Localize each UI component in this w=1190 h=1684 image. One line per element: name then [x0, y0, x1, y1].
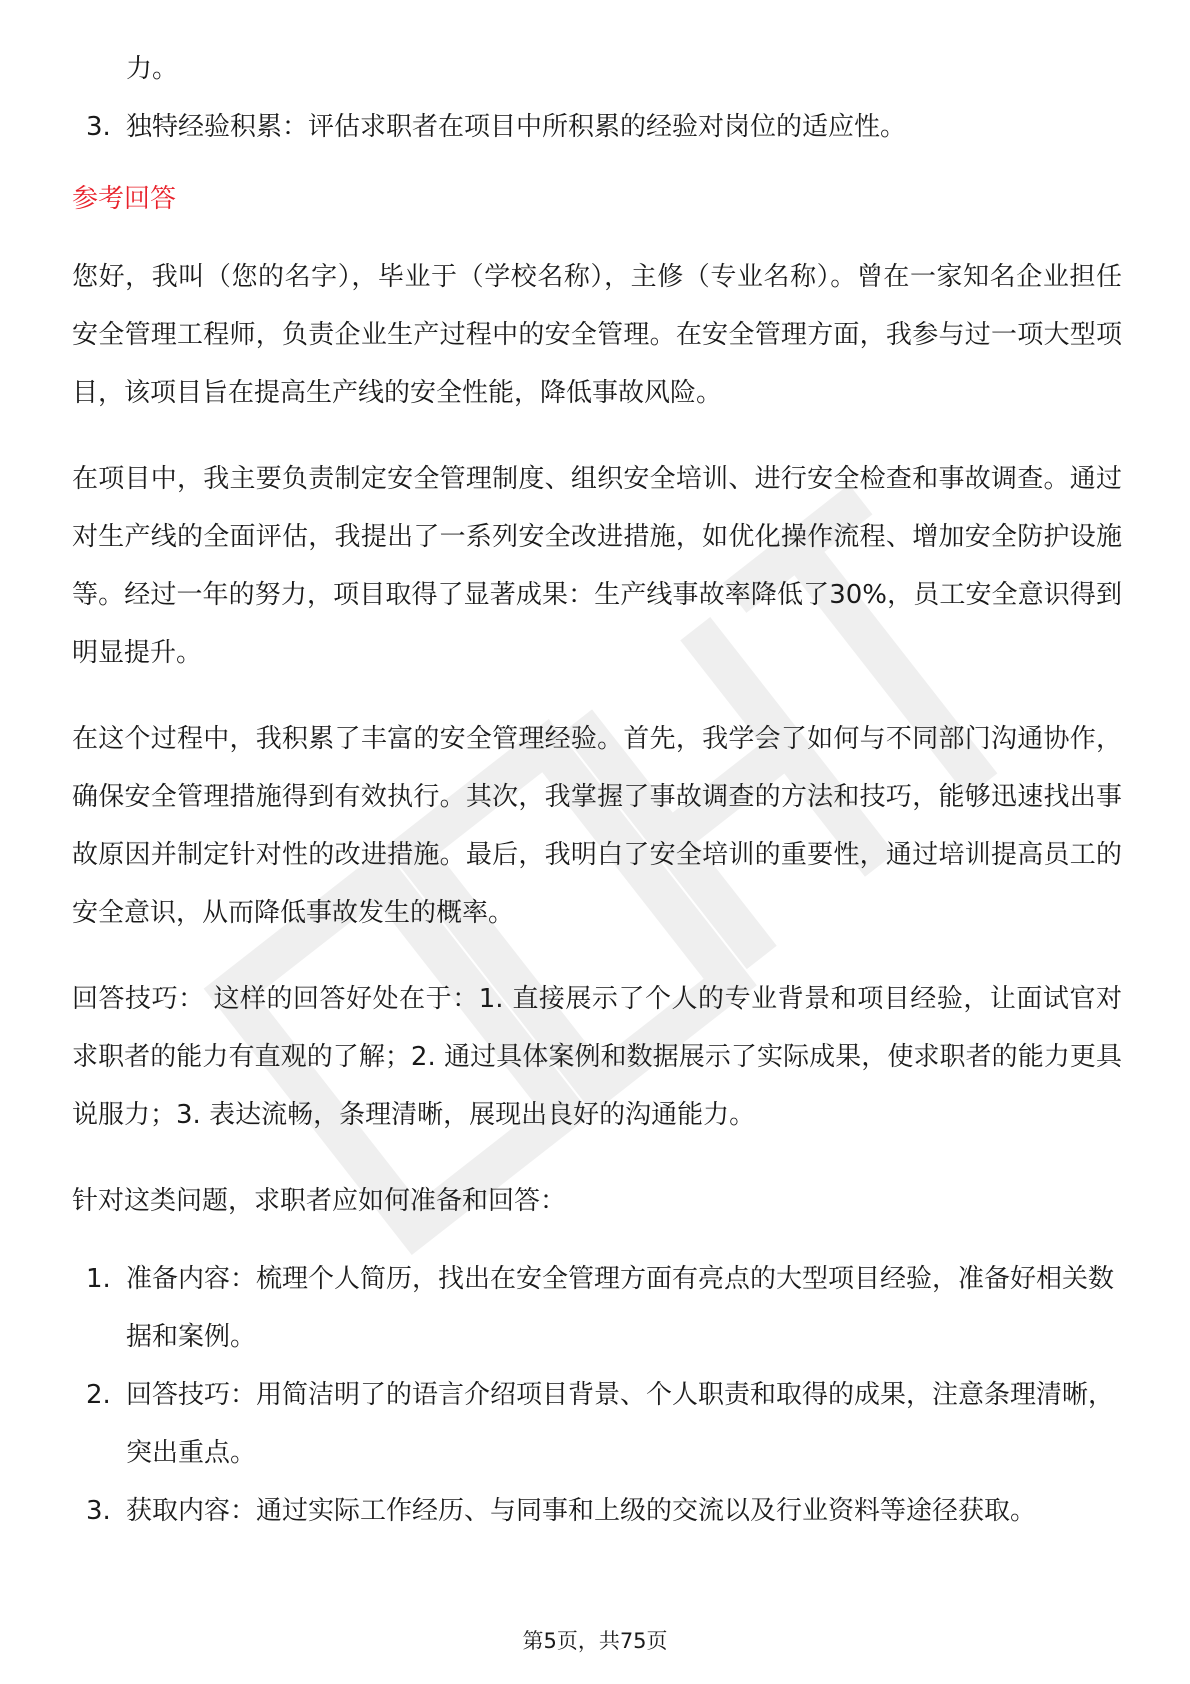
criteria-list — [72, 98, 1122, 156]
list-text: 回答技巧：用简洁明了的语言介绍项目背景、个人职责和取得的成果，注意条理清晰，突出重点。 — [126, 1380, 1115, 1468]
list-text: 独特经验积累：评估求职者在项目中所积累的经验对岗位的适应性。 — [126, 112, 907, 142]
continued-text: 力。 — [126, 54, 179, 84]
list-text: 准备内容：梳理个人简历，找出在安全管理方面有亮点的大型项目经验，准备好相关数据和案例。 — [126, 1264, 1115, 1352]
list-text: 获取内容：通过实际工作经历、与同事和上级的交流以及行业资料等途径获取。 — [126, 1496, 1037, 1526]
page-footer: 第5页，共75页 — [522, 1629, 668, 1653]
answer-paragraph-3: 在这个过程中，我积累了丰富的安全管理经验。首先，我学会了如何与不同部门沟通协作，确保安全管理措施得到有效执行。其次，我掌握了事故调查的方法和技巧，能够迅速找出事故原因并制定针对性的改进措施。最后，我明白了安全培训的重要性，通过培训提高员工的安全意识，从而降低事故发生的概率。 — [72, 724, 1122, 928]
page-content — [72, 40, 1122, 1540]
list-item — [72, 1482, 1122, 1540]
answer-paragraph-2: 在项目中，我主要负责制定安全管理制度、组织安全培训、进行安全检查和事故调查。通过对生产线的全面评估，我提出了一系列安全改进措施，如优化操作流程、增加安全防护设施等。经过一年的努力，项目取得了显著成果：生产线事故率降低了30%，员工安全意识得到明显提升。 — [72, 464, 1122, 668]
prep-list — [72, 1250, 1122, 1540]
list-number: 2. — [86, 1380, 111, 1410]
answer-paragraph-1: 您好，我叫（您的名字），毕业于（学校名称），主修（专业名称）。曾在一家知名企业担任安全管理工程师，负责企业生产过程中的安全管理。在安全管理方面，我参与过一项大型项目，该项目旨在提高生产线的安全性能，降低事故风险。 — [72, 262, 1122, 408]
list-item — [72, 1366, 1122, 1482]
list-item — [72, 98, 1122, 156]
list-number: 1. — [86, 1264, 111, 1294]
answer-tips-paragraph: 回答技巧： 这样的回答好处在于：1. 直接展示了个人的专业背景和项目经验，让面试官对求职者的能力有直观的了解；2. 通过具体案例和数据展示了实际成果，使求职者的能力更具说服力；3. 表达流畅，条理清晰，展现出良好的沟通能力。 — [72, 984, 1122, 1130]
list-number: 3. — [86, 1496, 111, 1526]
section-heading: 参考回答 — [72, 184, 177, 214]
prep-intro: 针对这类问题，求职者应如何准备和回答： — [72, 1186, 567, 1216]
list-number: 3. — [86, 112, 111, 142]
list-item — [72, 1250, 1122, 1366]
